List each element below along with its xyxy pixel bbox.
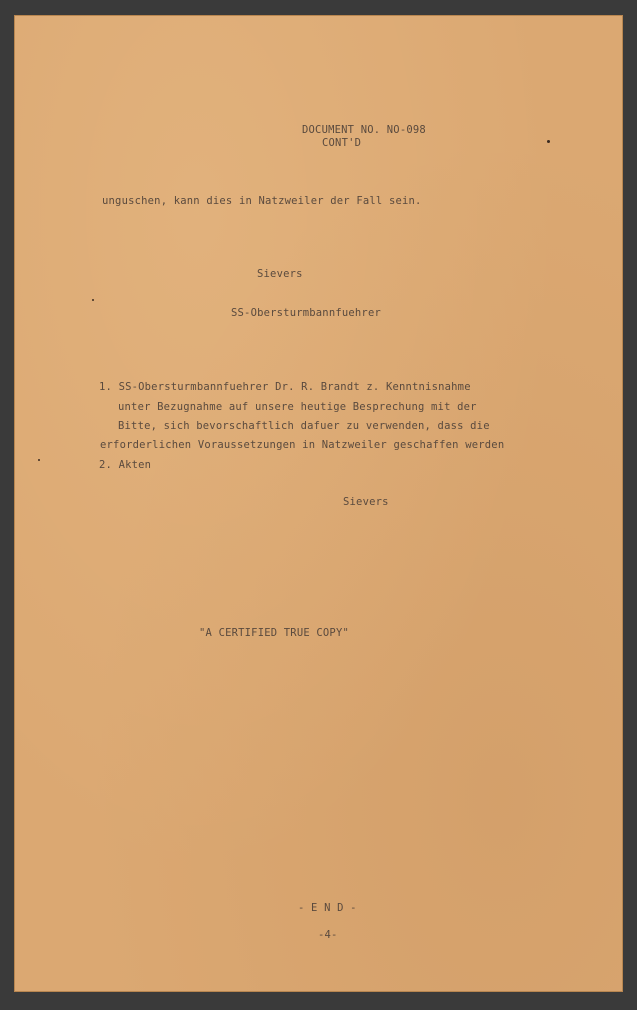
body-line: unguschen, kann dies in Natzweiler der Fall sein.	[102, 195, 422, 207]
item-line: 2. Akten	[99, 459, 152, 471]
signature-rank: SS-Obersturmbannfuehrer	[231, 307, 381, 319]
page-number: -4-	[318, 929, 338, 941]
contd-label: CONT'D	[322, 137, 362, 149]
item-line: unter Bezugnahme auf unsere heutige Besprechung mit der	[118, 401, 477, 413]
item-line: 1. SS-Obersturmbannfuehrer Dr. R. Brandt z. Kenntnisnahme	[99, 381, 471, 393]
signature-name: Sievers	[257, 268, 303, 280]
signature-name: Sievers	[343, 496, 389, 508]
document-page	[14, 15, 623, 992]
doc-number: DOCUMENT NO. NO-098	[302, 124, 426, 136]
paper-speck	[92, 299, 94, 301]
certified-true-copy: "A CERTIFIED TRUE COPY"	[199, 627, 349, 639]
paper-speck	[38, 459, 40, 461]
item-line: Bitte, sich bevorschaftlich dafuer zu verwenden, dass die	[118, 420, 490, 432]
paper-speck	[547, 140, 550, 143]
end-marker: - E N D -	[298, 902, 357, 914]
item-line: erforderlichen Voraussetzungen in Natzweiler geschaffen werden	[100, 439, 505, 451]
